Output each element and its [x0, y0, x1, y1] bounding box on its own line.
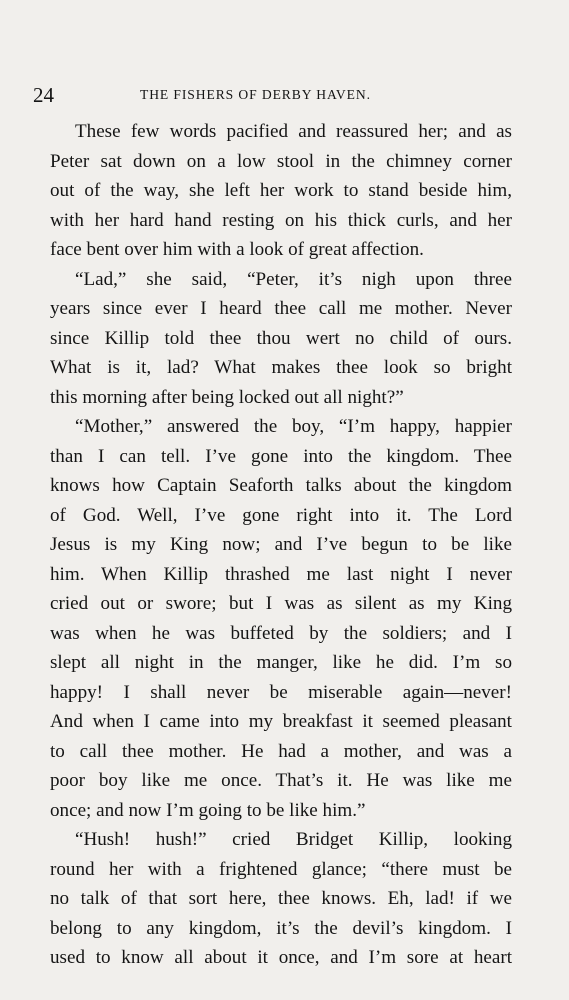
text-line: him. When Killip thrashed me last night I never [50, 563, 512, 585]
text-line: to call thee mother. He had a mother, and was a [50, 740, 512, 762]
running-title: THE FISHERS OF DERBY HAVEN. [140, 87, 371, 102]
body-text [50, 117, 512, 973]
page-number: 24 [33, 83, 54, 107]
text-line: once; and now I’m going to be like him.” [50, 799, 366, 821]
text-line: round her with a frightened glance; “there must be [50, 858, 512, 880]
text-line: “Mother,” answered the boy, “I’m happy, happier [75, 416, 512, 437]
text-line: this morning after being locked out all night?” [50, 386, 404, 408]
text-line: Jesus is my King now; and I’ve begun to be like [50, 534, 512, 555]
text-line: used to know all about it once, and I’m sore at heart [50, 947, 512, 968]
text-line: was when he was buffeted by the soldiers; and I [50, 622, 512, 644]
text-line: with her hard hand resting on his thick curls, and her [50, 209, 512, 231]
text-line: of God. Well, I’ve gone right into it. The Lord [50, 504, 512, 526]
text-line: years since ever I heard thee call me mother. Never [50, 298, 512, 319]
text-line: face bent over him with a look of great affection. [50, 239, 424, 260]
text-line: poor boy like me once. That’s it. He was like me [50, 770, 512, 791]
text-line: cried out or swore; but I was as silent as my King [50, 593, 512, 614]
text-line: than I can tell. I’ve gone into the kingdom. Thee [50, 445, 512, 467]
page-header [0, 84, 569, 106]
text-line: out of the way, she left her work to stand beside him, [50, 180, 512, 201]
text-line: What is it, lad? What makes thee look so bright [50, 357, 512, 378]
text-line: “Hush! hush!” cried Bridget Killip, looking [75, 829, 512, 850]
text-line: no talk of that sort here, thee knows. Eh, lad! if we [50, 888, 512, 909]
text-line: slept all night in the manger, like he did. I’m so [50, 652, 512, 673]
text-line: And when I came into my breakfast it seemed pleasant [50, 711, 512, 732]
text-line: knows how Captain Seaforth talks about the kingdom [50, 475, 512, 496]
text-line: belong to any kingdom, it’s the devil’s kingdom. I [50, 917, 512, 939]
text-line: Peter sat down on a low stool in the chimney corner [50, 150, 512, 172]
text-line: since Killip told thee thou wert no child of ours. [50, 327, 512, 349]
text-line: These few words pacified and reassured her; and as [75, 121, 512, 142]
text-line: “Lad,” she said, “Peter, it’s nigh upon three [75, 268, 512, 290]
text-line: happy! I shall never be miserable again—never! [50, 681, 512, 703]
